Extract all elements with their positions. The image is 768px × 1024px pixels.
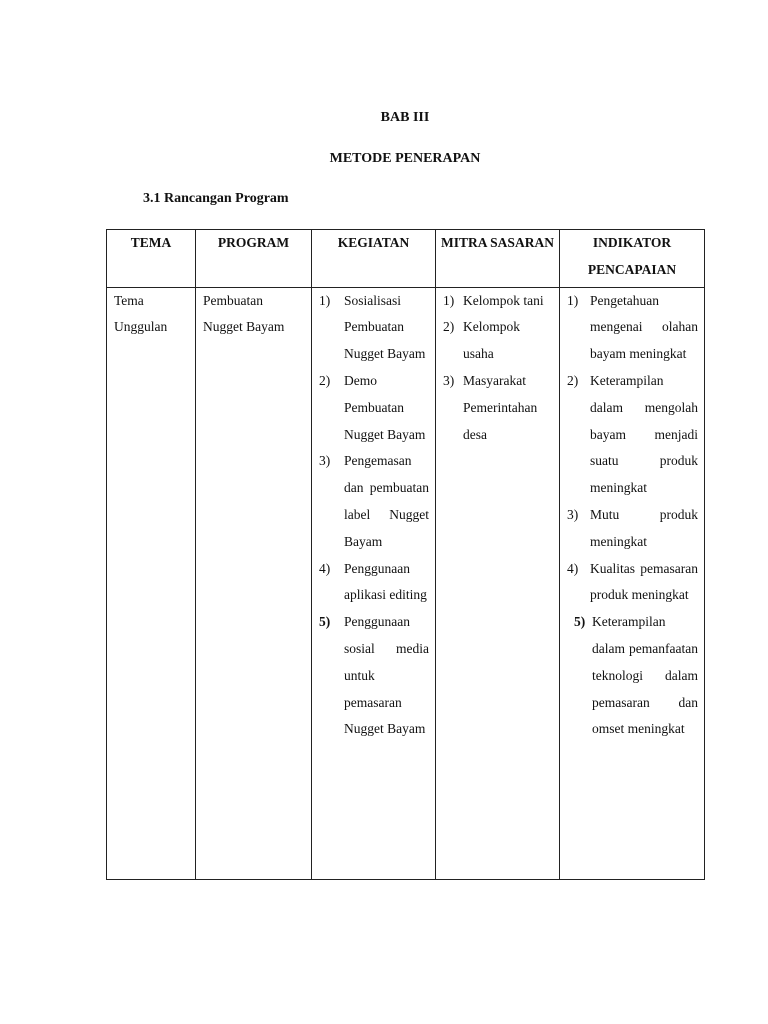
header-kegiatan: KEGIATAN (312, 230, 436, 288)
list-item (567, 609, 698, 743)
list-number: 2) (319, 372, 331, 388)
cell-mitra-sasaran (436, 287, 560, 879)
chapter-title: METODE PENERAPAN (329, 151, 481, 166)
cell-program (196, 287, 312, 879)
list-item (319, 288, 429, 368)
list-number: 3) (443, 372, 455, 388)
list-number: 3) (319, 453, 331, 469)
list-item-text: Kualitas pemasaran produk meningkat (590, 560, 698, 603)
program-design-table (106, 229, 705, 880)
list-number: 5) (319, 614, 331, 630)
cell-indikator-pencapaian (560, 287, 705, 879)
list-item-text: Penggunaan aplikasi editing (344, 560, 427, 603)
list-number: 1) (567, 292, 579, 308)
list-number: 5) (574, 614, 586, 630)
list-item-text: Penggunaan sosial media untuk pemasaran Nugget Bayam (344, 614, 429, 737)
mitra-list (443, 288, 553, 449)
list-item-text: Keterampilan dalam mengolah bayam menjadi suatu produk meningkat (590, 372, 698, 496)
list-item-text: Sosialisasi Pembuatan Nugget Bayam (344, 292, 426, 362)
list-item-text: Demo Pembuatan Nugget Bayam (344, 372, 426, 442)
cell-kegiatan (312, 287, 436, 879)
list-item (567, 288, 698, 368)
list-item (319, 368, 429, 448)
header-program: PROGRAM (196, 230, 312, 288)
section-title: 3.1 Rancangan Program (143, 191, 289, 206)
list-number: 1) (443, 292, 455, 308)
tema-text: Tema Unggulan (114, 292, 168, 335)
program-text: Pembuatan Nugget Bayam (203, 292, 285, 335)
list-item-text: Masyarakat Pemerintahan desa (463, 372, 538, 442)
list-item-text: Kelompok tani (463, 292, 544, 308)
list-item (443, 314, 553, 368)
list-item (567, 502, 698, 556)
list-item (443, 288, 553, 315)
list-item (567, 368, 698, 502)
header-tema: TEMA (107, 230, 196, 288)
list-item-text: Pengemasan dan pembuatan label Nugget Bayam (344, 453, 429, 549)
list-item-text: Keterampilan dalam pemanfaatan teknologi dalam pemasaran dan omset meningkat (592, 614, 698, 737)
list-item (319, 609, 429, 743)
header-indikator-pencapaian: INDIKATOR PENCAPAIAN (560, 230, 705, 288)
table-header-row (107, 230, 705, 288)
table-row (107, 287, 705, 879)
list-number: 4) (319, 560, 331, 576)
list-item-text: Kelompok usaha (463, 319, 520, 362)
list-item-text: Mutu produk meningkat (590, 506, 698, 549)
list-item (319, 556, 429, 610)
list-number: 2) (443, 319, 455, 335)
list-item (443, 368, 553, 448)
list-number: 4) (567, 560, 579, 576)
list-item-text: Pengetahuan mengenai olahan bayam meningkat (590, 292, 698, 362)
chapter-heading: BAB III (380, 110, 430, 125)
kegiatan-list (319, 288, 429, 744)
list-number: 2) (567, 372, 579, 388)
header-mitra-sasaran: MITRA SASARAN (436, 230, 560, 288)
list-number: 3) (567, 506, 579, 522)
cell-tema (107, 287, 196, 879)
list-item (319, 448, 429, 555)
list-item (567, 556, 698, 610)
indikator-list (567, 288, 698, 744)
list-number: 1) (319, 292, 331, 308)
